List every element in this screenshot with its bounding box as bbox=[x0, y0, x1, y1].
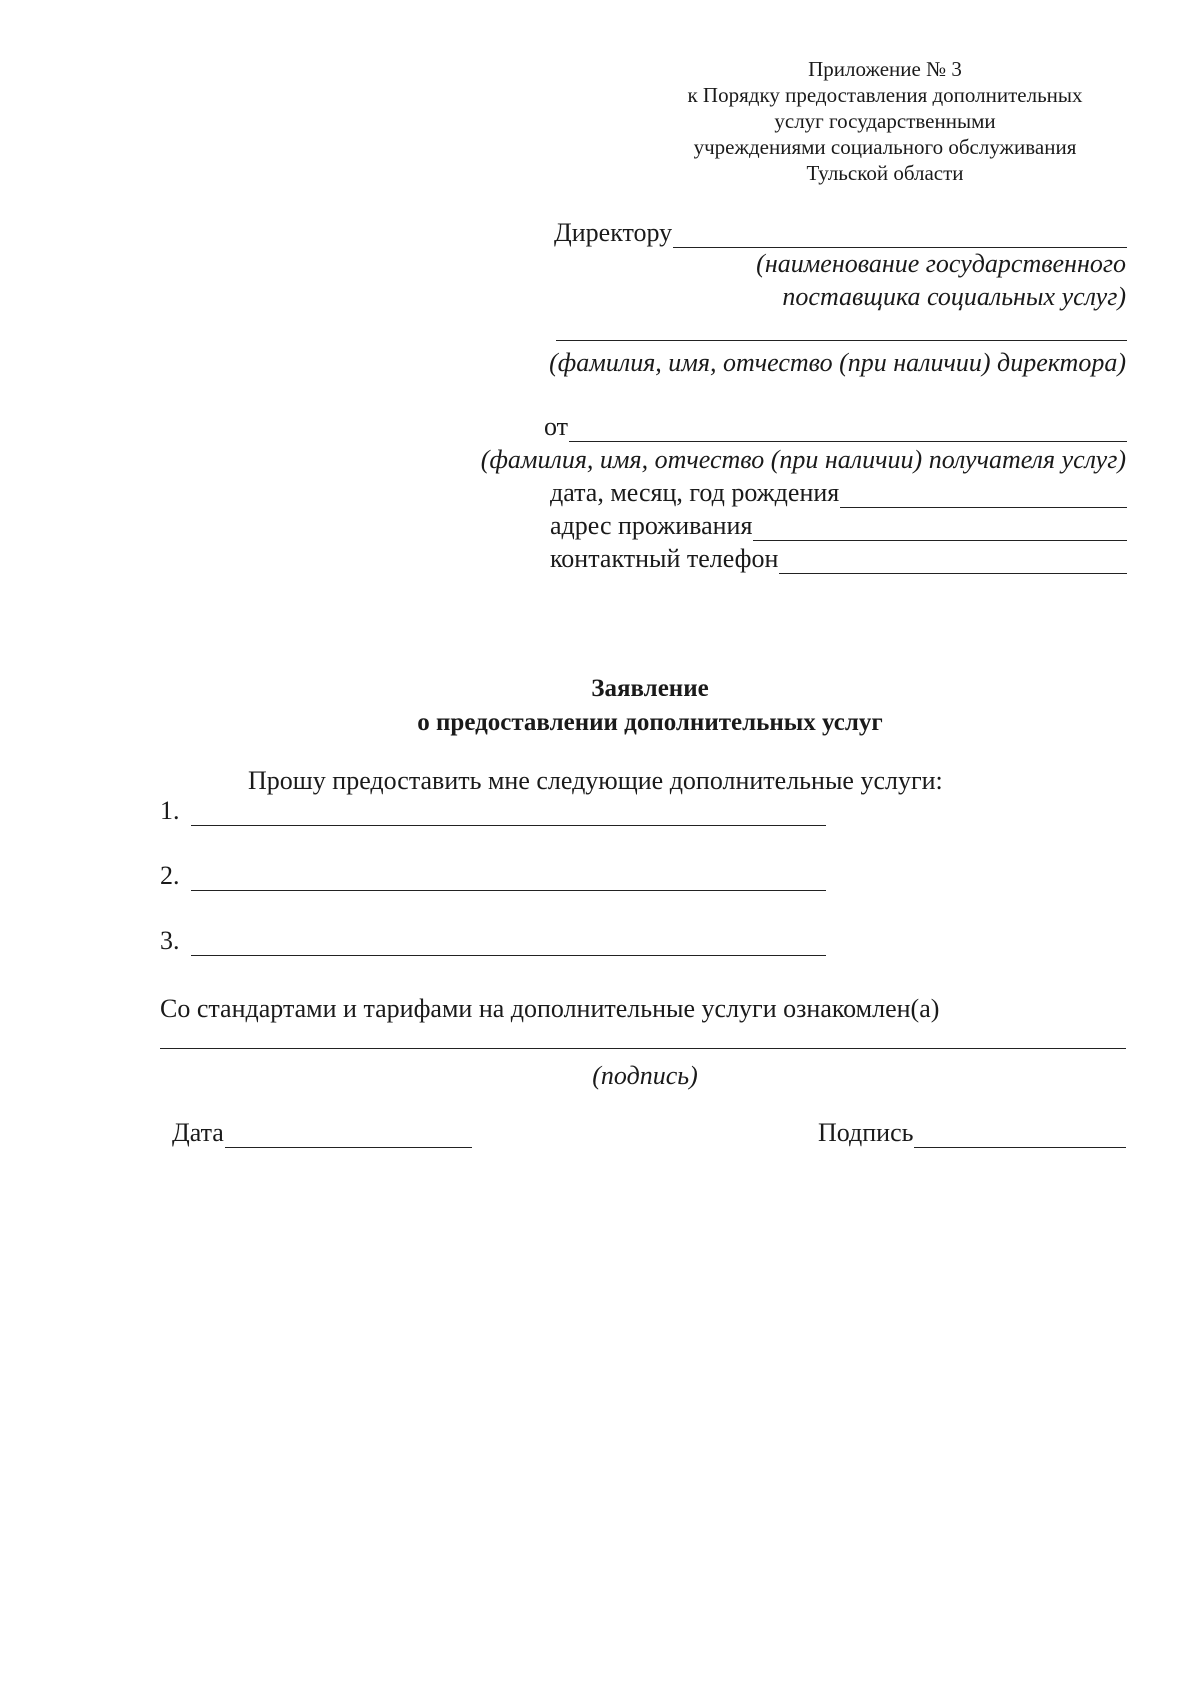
director-label: Директору bbox=[554, 218, 673, 247]
item-number: 3. bbox=[160, 926, 180, 955]
request-text: Прошу предоставить мне следующие дополнительные услуги: bbox=[248, 766, 943, 795]
signature-label: Подпись bbox=[818, 1118, 914, 1147]
service-item-1 bbox=[160, 796, 826, 826]
appendix-line: Приложение № 3 bbox=[808, 57, 962, 81]
acknowledgement-signature-field[interactable] bbox=[160, 1048, 1126, 1049]
date-label: Дата bbox=[172, 1118, 224, 1147]
phone-row bbox=[550, 544, 1127, 574]
recipient-name-hint: (фамилия, имя, отчество (при наличии) получателя услуг) bbox=[480, 445, 1126, 474]
item-number: 1. bbox=[160, 796, 180, 825]
phone-label: контактный телефон bbox=[550, 544, 779, 573]
director-row bbox=[554, 218, 1127, 248]
from-label: от bbox=[544, 412, 569, 441]
service-item-2 bbox=[160, 861, 826, 891]
signature-hint: (подпись) bbox=[592, 1061, 698, 1090]
appendix-line: учреждениями социального обслуживания bbox=[693, 135, 1077, 159]
address-row bbox=[550, 511, 1127, 541]
acknowledgement-text: Со стандартами и тарифами на дополнительные услуги ознакомлен(а) bbox=[160, 994, 940, 1023]
address-field[interactable] bbox=[753, 516, 1127, 541]
service-field-2[interactable] bbox=[191, 868, 826, 891]
birth-date-label: дата, месяц, год рождения bbox=[550, 478, 840, 507]
address-label: адрес проживания bbox=[550, 511, 753, 540]
service-field-3[interactable] bbox=[191, 933, 826, 956]
provider-hint-line1: (наименование государственного bbox=[756, 249, 1126, 278]
date-field[interactable] bbox=[225, 1123, 472, 1148]
birth-date-field[interactable] bbox=[840, 483, 1127, 508]
signature-field[interactable] bbox=[914, 1123, 1126, 1148]
appendix-header bbox=[660, 56, 1110, 186]
signature-row bbox=[818, 1118, 1126, 1148]
appendix-line: к Порядку предоставления дополнительных bbox=[687, 83, 1083, 107]
provider-hint-line2: поставщика социальных услуг) bbox=[782, 282, 1126, 311]
appendix-line: услуг государственными bbox=[774, 109, 996, 133]
service-item-3 bbox=[160, 926, 826, 956]
phone-field[interactable] bbox=[779, 549, 1127, 574]
director-field[interactable] bbox=[673, 223, 1127, 248]
birth-date-row bbox=[550, 478, 1127, 508]
appendix-line: Тульской области bbox=[806, 161, 964, 185]
director-name-field[interactable] bbox=[556, 340, 1127, 341]
from-row bbox=[544, 412, 1127, 442]
document-subtitle: о предоставлении дополнительных услуг bbox=[417, 709, 883, 736]
service-field-1[interactable] bbox=[191, 803, 826, 826]
recipient-name-field[interactable] bbox=[569, 417, 1127, 442]
item-number: 2. bbox=[160, 861, 180, 890]
date-row bbox=[172, 1118, 472, 1148]
document-title: Заявление bbox=[591, 675, 709, 702]
director-name-hint: (фамилия, имя, отчество (при наличии) директора) bbox=[549, 348, 1126, 377]
